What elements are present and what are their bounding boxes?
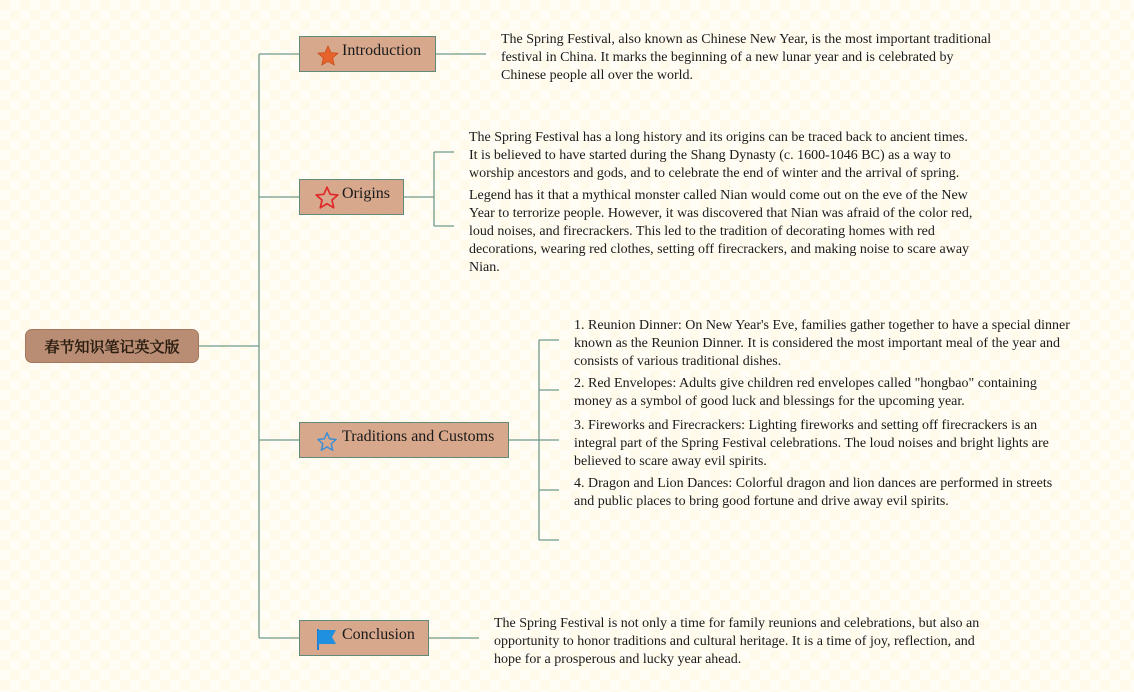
branch-traditions-and-customs[interactable] [299, 422, 509, 458]
branch-label: Conclusion [342, 626, 415, 643]
note-empty [574, 531, 1064, 549]
branch-label: Introduction [342, 42, 422, 59]
note-red-envelopes: 2. Red Envelopes: Adults give children red envelopes called "hongbao" containing money as a symbol of good luck and blessings for the upcoming year. [574, 376, 1037, 409]
star-filled-orange-icon [316, 44, 340, 68]
branch-introduction[interactable] [299, 36, 436, 72]
branch-label: Origins [342, 185, 390, 202]
note-origins-legend: Legend has it that a mythical monster called Nian would come out on the eve of the New Year to terrorize people. However, it was discovered that Nian was afraid of the color red, loud noises, and firecrackers. This led to the tradition of decorating homes with red decorations, wearing red clothes, setting off firecrackers, and making noise to scare away Nian. [469, 188, 973, 275]
branch-origins[interactable] [299, 179, 404, 215]
note-dragon-lion-dances: 4. Dragon and Lion Dances: Colorful dragon and lion dances are performed in streets and public places to bring good fortune and drive away evil spirits. [574, 476, 1053, 509]
star-outline-blue-icon [316, 431, 338, 453]
note-origins-history: The Spring Festival has a long history and its origins can be traced back to ancient times. It is believed to have started during the Shang Dynasty (c. 1600-1046 BC) as a way to worship ancestors and gods, and to celebrate the end of winter and the arrival of spring. [469, 130, 968, 181]
central-topic[interactable]: 春节知识笔记英文版 [25, 329, 199, 363]
note-introduction: The Spring Festival, also known as Chinese New Year, is the most important traditional festival in China. It marks the beginning of a new lunar year and is celebrated by Chinese people all over the world. [501, 32, 992, 83]
note-fireworks: 3. Fireworks and Firecrackers: Lighting fireworks and setting off firecrackers is an integral part of the Spring Festival celebrations. The loud noises and bright lights are believed to scare away evil spirits. [574, 418, 1049, 469]
note-conclusion: The Spring Festival is not only a time for family reunions and celebrations, but also an opportunity to honor traditions and cultural heritage. It is a time of joy, reflection, and hope for a prosperous and lucky year ahead. [494, 616, 980, 667]
connector-traditions-notes [509, 340, 559, 540]
note-reunion-dinner: 1. Reunion Dinner: On New Year's Eve, families gather together to have a special dinner known as the Reunion Dinner. It is considered the most important meal of the year and consists of various traditional dishes. [574, 318, 1070, 369]
connector-origins-notes [404, 152, 454, 226]
branch-conclusion[interactable] [299, 620, 429, 656]
star-outline-red-icon [314, 185, 340, 211]
flag-blue-icon [315, 627, 339, 651]
branch-label: Traditions and Customs [342, 428, 495, 445]
